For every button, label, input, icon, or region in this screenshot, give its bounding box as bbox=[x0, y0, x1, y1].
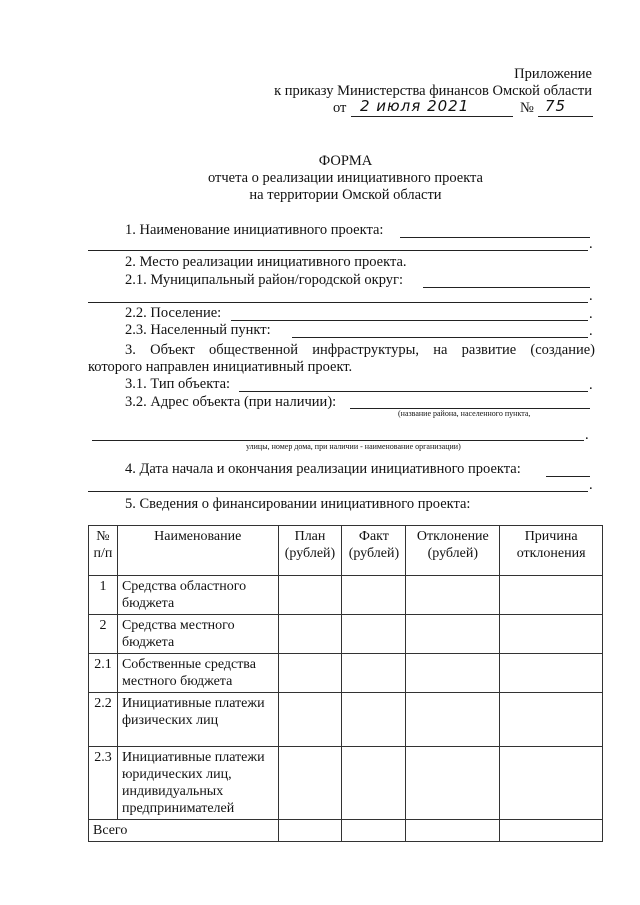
fact-total-cell[interactable] bbox=[342, 820, 406, 842]
item-3-2-label: 3.2. Адрес объекта (при наличии): bbox=[125, 394, 337, 410]
item-4-dot: . bbox=[589, 477, 593, 493]
reason-cell[interactable] bbox=[500, 615, 603, 654]
table-row bbox=[89, 576, 603, 615]
plan-cell[interactable] bbox=[278, 576, 342, 615]
total-label: Всего bbox=[89, 820, 279, 842]
date-underline bbox=[351, 116, 513, 117]
table-row bbox=[89, 747, 603, 820]
plan-cell[interactable] bbox=[278, 747, 342, 820]
table-row bbox=[89, 615, 603, 654]
deviation-cell[interactable] bbox=[406, 576, 500, 615]
row-name: Инициативные платежи физических лиц bbox=[117, 693, 278, 747]
row-num: 2.2 bbox=[89, 693, 118, 747]
fact-cell[interactable] bbox=[342, 654, 406, 693]
header-plan: План (рублей) bbox=[278, 526, 342, 576]
order-line: к приказу Министерства финансов Омской области bbox=[274, 83, 592, 99]
item-4-field[interactable] bbox=[546, 476, 590, 477]
reason-cell[interactable] bbox=[500, 747, 603, 820]
reason-cell[interactable] bbox=[500, 576, 603, 615]
item-3-line-2: которого направлен инициативный проект. bbox=[88, 359, 353, 375]
fact-cell[interactable] bbox=[342, 747, 406, 820]
row-num: 2.3 bbox=[89, 747, 118, 820]
item-2-3-dot: . bbox=[589, 323, 593, 339]
number-underline bbox=[538, 116, 593, 117]
item-2-1-field-cont[interactable] bbox=[88, 302, 588, 303]
row-name: Собственные средства местного бюджета bbox=[117, 654, 278, 693]
row-num: 1 bbox=[89, 576, 118, 615]
item-5-label: 5. Сведения о финансировании инициативного проекта: bbox=[125, 496, 471, 512]
item-1-dot: . bbox=[589, 236, 593, 252]
appendix-label: Приложение bbox=[514, 66, 592, 82]
item-2-2-field[interactable] bbox=[231, 320, 588, 321]
reason-cell[interactable] bbox=[500, 693, 603, 747]
item-3-2-field-cont[interactable] bbox=[92, 440, 584, 441]
plan-cell[interactable] bbox=[278, 654, 342, 693]
item-1-label: 1. Наименование инициативного проекта: bbox=[125, 222, 384, 238]
item-2-label: 2. Место реализации инициативного проекта. bbox=[125, 254, 407, 270]
from-label: от bbox=[333, 100, 347, 116]
item-3-2-dot: . bbox=[585, 427, 589, 443]
fact-cell[interactable] bbox=[342, 615, 406, 654]
item-3-1-field[interactable] bbox=[239, 391, 588, 392]
item-2-2-label: 2.2. Поселение: bbox=[125, 305, 222, 321]
fact-cell[interactable] bbox=[342, 576, 406, 615]
reason-total-cell[interactable] bbox=[500, 820, 603, 842]
item-1-field[interactable] bbox=[400, 237, 590, 238]
deviation-cell[interactable] bbox=[406, 654, 500, 693]
address-hint-1: (название района, населенного пункта, bbox=[398, 409, 531, 418]
item-2-1-label: 2.1. Муниципальный район/городской округ: bbox=[125, 272, 403, 288]
row-num: 2 bbox=[89, 615, 118, 654]
item-2-2-dot: . bbox=[589, 306, 593, 322]
deviation-cell[interactable] bbox=[406, 615, 500, 654]
deviation-total-cell[interactable] bbox=[406, 820, 500, 842]
item-2-3-field[interactable] bbox=[292, 337, 588, 338]
row-name: Средства областного бюджета bbox=[117, 576, 278, 615]
item-2-3-label: 2.3. Населенный пункт: bbox=[125, 322, 271, 338]
plan-cell[interactable] bbox=[278, 693, 342, 747]
plan-cell[interactable] bbox=[278, 615, 342, 654]
header-name: Наименование bbox=[117, 526, 278, 576]
form-title: ФОРМА bbox=[318, 153, 373, 169]
header-num: № п/п bbox=[89, 526, 118, 576]
item-2-1-dot: . bbox=[589, 288, 593, 304]
table-row bbox=[89, 693, 603, 747]
deviation-cell[interactable] bbox=[406, 747, 500, 820]
number-handwritten: 75 bbox=[545, 97, 567, 115]
table-row bbox=[89, 654, 603, 693]
item-3-line-1: 3. Объект общественной инфраструктуры, на развитие (создание) bbox=[125, 342, 595, 358]
deviation-cell[interactable] bbox=[406, 693, 500, 747]
form-subtitle-1: отчета о реализации инициативного проекта bbox=[207, 170, 483, 186]
item-1-field-cont[interactable] bbox=[88, 250, 588, 251]
address-hint-2: улицы, номер дома, при наличии - наименование организации) bbox=[246, 442, 461, 451]
form-subtitle-2: на территории Омской области bbox=[249, 187, 442, 203]
header-deviation: Отклонение (рублей) bbox=[406, 526, 500, 576]
row-name: Инициативные платежи юридических лиц, индивидуальных предпринимателей bbox=[117, 747, 278, 820]
table-header-row bbox=[89, 526, 603, 576]
header-fact: Факт (рублей) bbox=[342, 526, 406, 576]
item-2-1-field[interactable] bbox=[423, 287, 590, 288]
item-4-label: 4. Дата начала и окончания реализации инициативного проекта: bbox=[125, 461, 521, 477]
fact-cell[interactable] bbox=[342, 693, 406, 747]
financing-table bbox=[88, 525, 603, 842]
row-name: Средства местного бюджета bbox=[117, 615, 278, 654]
header-reason: Причина отклонения bbox=[500, 526, 603, 576]
date-handwritten: 2 июля 2021 bbox=[360, 97, 470, 115]
plan-total-cell[interactable] bbox=[278, 820, 342, 842]
reason-cell[interactable] bbox=[500, 654, 603, 693]
table-total-row bbox=[89, 820, 603, 842]
item-4-field-cont[interactable] bbox=[88, 491, 588, 492]
item-3-1-label: 3.1. Тип объекта: bbox=[125, 376, 231, 392]
row-num: 2.1 bbox=[89, 654, 118, 693]
number-label: № bbox=[520, 100, 534, 116]
item-3-1-dot: . bbox=[589, 377, 593, 393]
